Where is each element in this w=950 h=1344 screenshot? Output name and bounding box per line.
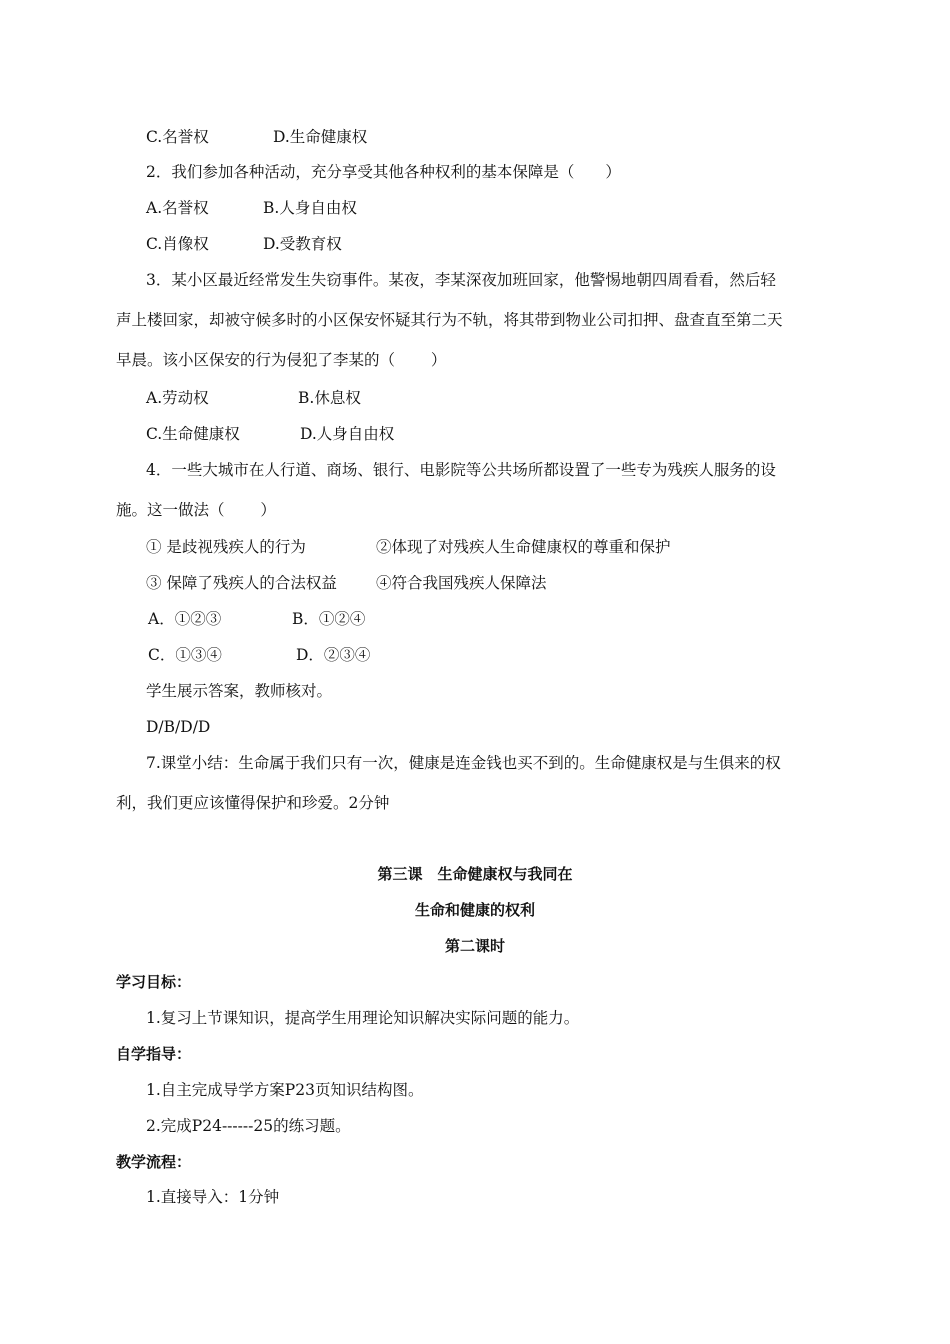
q4-option-b: B．①②④ [292,610,366,628]
q4-option-d: D．②③④ [296,646,371,664]
lesson-period: 第二课时 [444,937,505,955]
q4-statement-4: ④符合我国残疾人保障法 [376,574,547,592]
q4-stem-line2: 施。这一做法（ ） [116,501,276,519]
q2-option-b: B.人身自由权 [263,199,357,217]
q1-option-c: C.名誉权 [146,128,209,146]
guidance-item-2: 2.完成P24------25的练习题。 [146,1117,351,1135]
q4-stem-line1: 4．一些大城市在人行道、商场、银行、电影院等公共场所都设置了一些专为残疾人服务的设 [146,461,776,479]
objectives-item-1: 1.复习上节课知识，提高学生用理论知识解决实际问题的能力。 [146,1009,580,1027]
lesson-subtitle: 生命和健康的权利 [414,901,535,919]
lesson-title: 第三课 生命健康权与我同在 [377,865,573,883]
q2-option-c: C.肖像权 [146,235,209,253]
guidance-item-1: 1.自主完成导学方案P23页知识结构图。 [146,1081,424,1099]
q4-statement-1: ① 是歧视残疾人的行为 [146,538,306,556]
show-answer-text: 学生展示答案，教师核对。 [146,682,333,700]
q3-stem-line3: 早晨。该小区保安的行为侵犯了李某的（ ） [116,351,447,369]
q4-statement-2: ②体现了对残疾人生命健康权的尊重和保护 [376,538,671,556]
q4-option-c: C．①③④ [148,646,222,664]
q2-option-d: D.受教育权 [263,235,342,253]
summary-line1: 7.课堂小结：生命属于我们只有一次，健康是连金钱也买不到的。生命健康权是与生俱来的权 [146,754,781,772]
summary-line2: 利，我们更应该懂得保护和珍爱。2分钟 [116,794,390,812]
q3-option-a: A.劳动权 [146,389,209,407]
q3-option-c: C.生命健康权 [146,425,240,443]
process-item-1: 1.直接导入：1分钟 [146,1188,280,1206]
q2-option-a: A.名誉权 [146,199,209,217]
objectives-heading: 学习目标： [116,973,192,991]
q2-stem: 2．我们参加各种活动，充分享受其他各种权利的基本保障是（ ） [146,163,621,181]
q3-stem-line1: 3．某小区最近经常发生失窃事件。某夜，李某深夜加班回家，他警惕地朝四周看看，然后轻 [146,271,776,289]
guidance-heading: 自学指导： [116,1045,192,1063]
q3-stem-line2: 声上楼回家，却被守候多时的小区保安怀疑其行为不轨，将其带到物业公司扣押、盘查直至第二天 [116,311,783,329]
process-heading: 教学流程： [116,1153,192,1171]
q3-option-b: B.休息权 [298,389,361,407]
q1-option-d: D.生命健康权 [273,128,368,146]
answer-key: D/B/D/D [146,718,211,736]
q3-option-d: D.人身自由权 [300,425,395,443]
q4-option-a: A．①②③ [148,610,222,628]
q4-statement-3: ③ 保障了残疾人的合法权益 [146,574,337,592]
